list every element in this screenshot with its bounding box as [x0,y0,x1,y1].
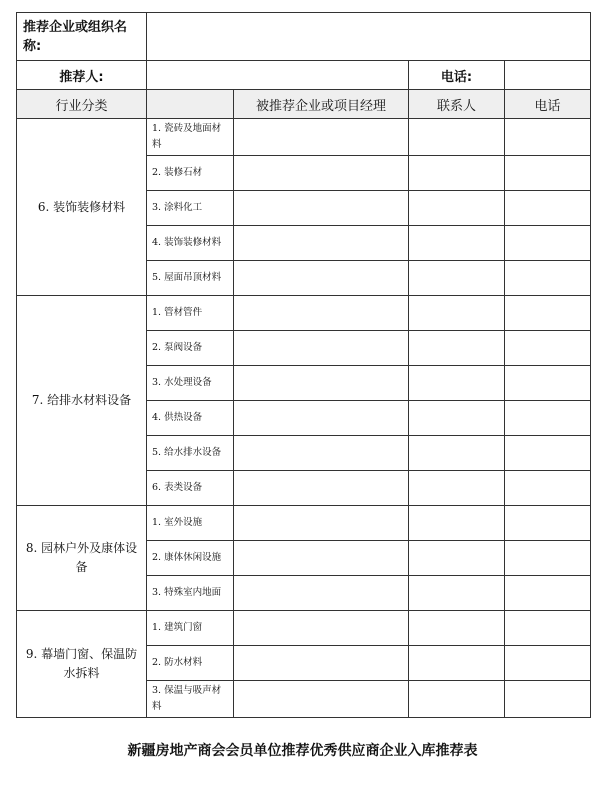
contact-phone-field[interactable] [505,541,591,576]
contact-phone-field[interactable] [505,296,591,331]
subcategory-cell: 2. 装修石材 [147,156,234,191]
recommender-field[interactable] [147,61,409,90]
company-name-label: 推荐企业或组织名称: [17,13,147,61]
contact-person-field[interactable] [409,401,505,436]
recommended-company-field[interactable] [234,506,409,541]
category-rows [17,119,591,718]
subcategory-cell: 4. 装饰装修材料 [147,226,234,261]
subcategory-cell: 3. 特殊室内地面 [147,576,234,611]
subcategory-cell: 4. 供热设备 [147,401,234,436]
supplier-recommendation-table [16,12,591,718]
contact-person-field[interactable] [409,366,505,401]
category-cell: 8. 园林户外及康体设备 [17,506,147,611]
subcategory-cell: 5. 屋面吊顶材料 [147,261,234,296]
contact-phone-field[interactable] [505,401,591,436]
recommended-company-field[interactable] [234,611,409,646]
contact-person-field[interactable] [409,436,505,471]
contact-person-field[interactable] [409,611,505,646]
column-header-row [17,90,591,119]
recommended-company-field[interactable] [234,681,409,718]
table-row [17,119,591,156]
contact-phone-field[interactable] [505,226,591,261]
subcategory-cell: 6. 表类设备 [147,471,234,506]
recommended-company-field[interactable] [234,119,409,156]
subcategory-cell: 1. 建筑门窗 [147,611,234,646]
subcategory-cell: 1. 管材管件 [147,296,234,331]
contact-phone-field[interactable] [505,471,591,506]
recommended-company-field[interactable] [234,191,409,226]
contact-phone-field[interactable] [505,331,591,366]
contact-phone-field[interactable] [505,506,591,541]
recommended-company-field[interactable] [234,576,409,611]
subcategory-cell: 3. 水处理设备 [147,366,234,401]
contact-person-field[interactable] [409,681,505,718]
contact-person-field[interactable] [409,261,505,296]
subcategory-cell: 1. 室外设施 [147,506,234,541]
contact-person-field[interactable] [409,506,505,541]
subcategory-cell: 2. 泵阀设备 [147,331,234,366]
contact-phone-field[interactable] [505,191,591,226]
category-cell: 9. 幕墙门窗、保温防水拆料 [17,611,147,718]
col-contact-person: 联系人 [409,90,505,119]
contact-phone-field[interactable] [505,646,591,681]
contact-phone-field[interactable] [505,156,591,191]
subcategory-cell: 2. 防水材料 [147,646,234,681]
recommended-company-field[interactable] [234,331,409,366]
recommended-company-field[interactable] [234,541,409,576]
contact-person-field[interactable] [409,541,505,576]
recommended-company-field[interactable] [234,226,409,261]
category-cell: 6. 装饰装修材料 [17,119,147,296]
contact-phone-field[interactable] [505,436,591,471]
contact-person-field[interactable] [409,576,505,611]
recommended-company-field[interactable] [234,436,409,471]
document-title: 新疆房地产商会会员单位推荐优秀供应商企业入库推荐表 [127,743,478,759]
table-row [17,296,591,331]
subcategory-cell: 3. 涂料化工 [147,191,234,226]
recommender-label: 推荐人: [17,61,147,90]
contact-person-field[interactable] [409,156,505,191]
contact-person-field[interactable] [409,119,505,156]
phone-label: 电话: [409,61,505,90]
contact-phone-field[interactable] [505,261,591,296]
contact-phone-field[interactable] [505,366,591,401]
recommended-company-field[interactable] [234,401,409,436]
table-row [17,506,591,541]
subcategory-cell: 2. 康体休闲设施 [147,541,234,576]
recommended-company-field[interactable] [234,646,409,681]
recommended-company-field[interactable] [234,366,409,401]
subcategory-cell: 5. 给水排水设备 [147,436,234,471]
recommended-company-field[interactable] [234,296,409,331]
table-row [17,611,591,646]
contact-person-field[interactable] [409,471,505,506]
contact-person-field[interactable] [409,296,505,331]
recommended-company-field[interactable] [234,156,409,191]
category-cell: 7. 给排水材料设备 [17,296,147,506]
col-industry-category: 行业分类 [17,90,147,119]
contact-person-field[interactable] [409,331,505,366]
company-name-field[interactable] [147,13,591,61]
contact-phone-field[interactable] [505,119,591,156]
contact-phone-field[interactable] [505,681,591,718]
subcategory-cell: 1. 瓷砖及地面材料 [147,119,234,156]
contact-phone-field[interactable] [505,576,591,611]
subcategory-cell: 3. 保温与吸声材料 [147,681,234,718]
recommended-company-field[interactable] [234,471,409,506]
col-recommended-company: 被推荐企业或项目经理 [234,90,409,119]
recommended-company-field[interactable] [234,261,409,296]
phone-field[interactable] [505,61,591,90]
contact-phone-field[interactable] [505,611,591,646]
contact-person-field[interactable] [409,226,505,261]
col-phone: 电话 [505,90,591,119]
contact-person-field[interactable] [409,191,505,226]
col-subcategory [147,90,234,119]
contact-person-field[interactable] [409,646,505,681]
